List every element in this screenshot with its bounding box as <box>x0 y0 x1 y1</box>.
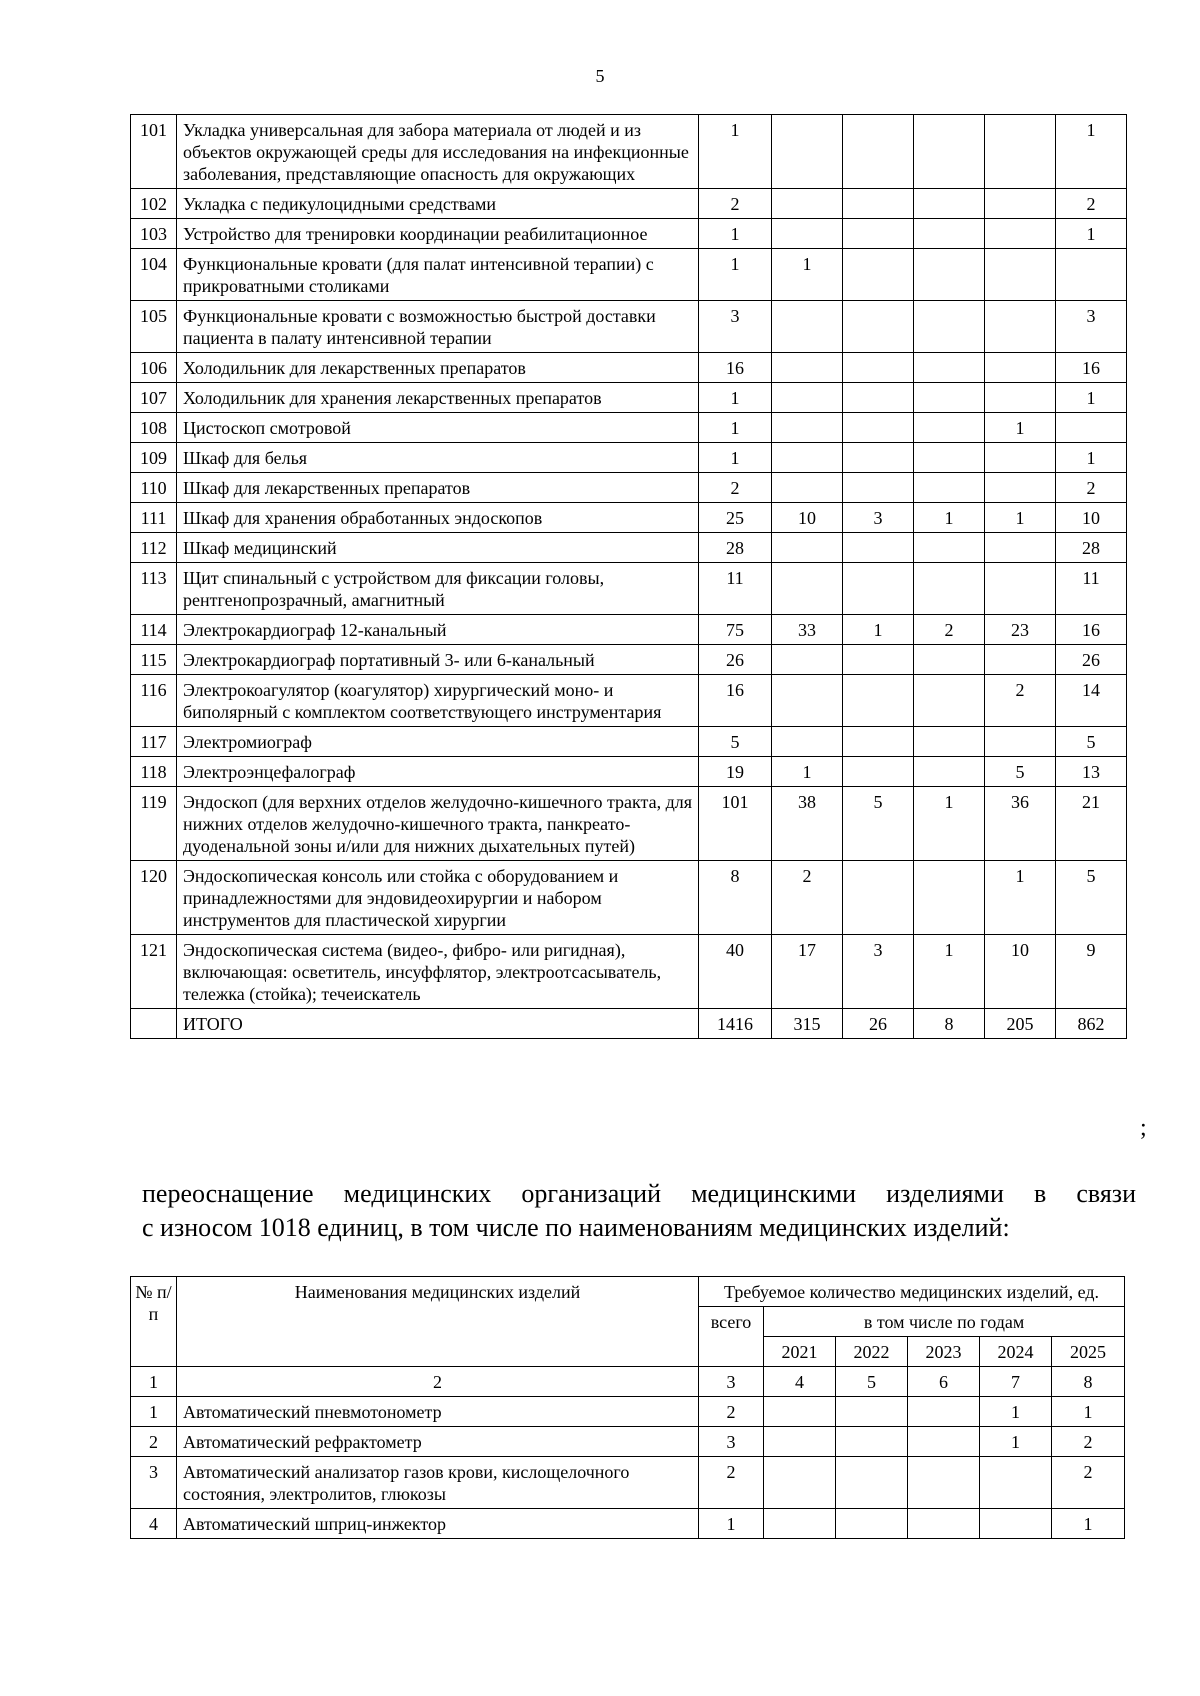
value-2025: 9 <box>1056 935 1127 1009</box>
value-2025: 16 <box>1056 353 1127 383</box>
value-2021 <box>772 533 843 563</box>
value-2024 <box>985 301 1056 353</box>
total-value: 1 <box>699 249 772 301</box>
value-2022 <box>836 1397 908 1427</box>
value-2025: 2 <box>1056 473 1127 503</box>
value-2024 <box>985 727 1056 757</box>
value-2025: 13 <box>1056 757 1127 787</box>
item-name: ИТОГО <box>177 1009 699 1039</box>
item-name: Холодильник для хранения лекарственных препаратов <box>177 383 699 413</box>
value-2023 <box>914 757 985 787</box>
value-2022 <box>843 413 914 443</box>
value-2021: 10 <box>772 503 843 533</box>
value-2022 <box>843 219 914 249</box>
value-2023 <box>914 675 985 727</box>
item-name: Электрокоагулятор (коагулятор) хирургический моно- и биполярный с комплектом соответствующего инструментария <box>177 675 699 727</box>
value-2023 <box>908 1427 980 1457</box>
total-value: 1 <box>699 115 772 189</box>
item-name: Автоматический рефрактометр <box>177 1427 699 1457</box>
item-name: Шкаф медицинский <box>177 533 699 563</box>
table-row <box>131 219 1127 249</box>
value-2023 <box>914 189 985 219</box>
table-row <box>131 115 1127 189</box>
row-number: 1 <box>131 1397 177 1427</box>
value-2023: 2 <box>914 615 985 645</box>
value-2024 <box>985 473 1056 503</box>
row-number: 102 <box>131 189 177 219</box>
column-number-row <box>131 1367 1125 1397</box>
value-2023 <box>914 413 985 443</box>
value-2021 <box>772 473 843 503</box>
table-row <box>131 473 1127 503</box>
equipment-table-continued <box>130 114 1127 1039</box>
table-row <box>131 383 1127 413</box>
value-2025: 3 <box>1056 301 1127 353</box>
value-2024: 1 <box>985 861 1056 935</box>
total-value: 5 <box>699 727 772 757</box>
column-number: 7 <box>980 1367 1052 1397</box>
total-value: 1 <box>699 219 772 249</box>
item-name: Эндоскопическая консоль или стойка с оборудованием и принадлежностями для эндовидеохирургии и набором инструментов для пластической хирургии <box>177 861 699 935</box>
row-number: 115 <box>131 645 177 675</box>
value-2024 <box>985 189 1056 219</box>
row-number: 112 <box>131 533 177 563</box>
item-name: Эндоскоп (для верхних отделов желудочно-кишечного тракта, для нижних отделов желудочно-кишечного тракта, панкреато-дуоденальной зоны и/или для нижних дыхательных путей) <box>177 787 699 861</box>
row-number: 113 <box>131 563 177 615</box>
total-value: 101 <box>699 787 772 861</box>
value-2025: 28 <box>1056 533 1127 563</box>
value-2023 <box>908 1457 980 1509</box>
row-number: 110 <box>131 473 177 503</box>
value-2025: 5 <box>1056 861 1127 935</box>
value-2021: 1 <box>772 249 843 301</box>
value-2024 <box>985 383 1056 413</box>
value-2024: 205 <box>985 1009 1056 1039</box>
value-2022 <box>843 301 914 353</box>
value-2022: 3 <box>843 935 914 1009</box>
table-row <box>131 935 1127 1009</box>
value-2022 <box>843 727 914 757</box>
row-number: 109 <box>131 443 177 473</box>
value-2022 <box>843 473 914 503</box>
value-2024 <box>985 115 1056 189</box>
value-2021: 38 <box>772 787 843 861</box>
total-value: 2 <box>699 473 772 503</box>
value-2022 <box>843 675 914 727</box>
row-number: 106 <box>131 353 177 383</box>
value-2023 <box>914 383 985 413</box>
row-number: 119 <box>131 787 177 861</box>
value-2025: 21 <box>1056 787 1127 861</box>
value-2022 <box>843 115 914 189</box>
value-2021 <box>772 353 843 383</box>
value-2021 <box>772 301 843 353</box>
value-2021 <box>772 219 843 249</box>
value-2024: 23 <box>985 615 1056 645</box>
table-row <box>131 757 1127 787</box>
value-2021 <box>772 115 843 189</box>
row-number: 107 <box>131 383 177 413</box>
item-name: Щит спинальный с устройством для фиксации головы, рентгенопрозрачный, амагнитный <box>177 563 699 615</box>
item-name: Электромиограф <box>177 727 699 757</box>
table-row <box>131 1427 1125 1457</box>
table-row <box>131 675 1127 727</box>
column-number: 5 <box>836 1367 908 1397</box>
column-number: 3 <box>699 1367 764 1397</box>
row-number: 2 <box>131 1427 177 1457</box>
row-number: 103 <box>131 219 177 249</box>
value-2023 <box>914 645 985 675</box>
value-2024 <box>985 533 1056 563</box>
total-value: 1 <box>699 1509 764 1539</box>
item-name: Автоматический пневмотонометр <box>177 1397 699 1427</box>
row-number <box>131 1009 177 1039</box>
item-name: Автоматический анализатор газов крови, кислощелочного состояния, электролитов, глюкозы <box>177 1457 699 1509</box>
value-2024: 1 <box>985 503 1056 533</box>
value-2025: 2 <box>1056 189 1127 219</box>
table-trailing-semicolon: ; <box>1140 1115 1147 1141</box>
value-2025: 1 <box>1052 1397 1125 1427</box>
value-2021 <box>764 1427 836 1457</box>
total-value: 1 <box>699 383 772 413</box>
total-value: 40 <box>699 935 772 1009</box>
value-2023 <box>914 727 985 757</box>
header-name: Наименования медицинских изделий <box>177 1277 699 1367</box>
header-year: 2025 <box>1052 1337 1125 1367</box>
item-name: Устройство для тренировки координации реабилитационное <box>177 219 699 249</box>
paragraph-line-1: переоснащение медицинских организаций медицинскими изделиями в связи <box>142 1179 1136 1208</box>
re-equipment-paragraph <box>142 1177 1136 1245</box>
row-number: 3 <box>131 1457 177 1509</box>
value-2023 <box>914 473 985 503</box>
table-row <box>131 353 1127 383</box>
table-header-row <box>131 1277 1125 1307</box>
header-year: 2022 <box>836 1337 908 1367</box>
column-number: 2 <box>177 1367 699 1397</box>
value-2024: 10 <box>985 935 1056 1009</box>
table-row <box>131 1397 1125 1427</box>
value-2024 <box>980 1509 1052 1539</box>
row-number: 114 <box>131 615 177 645</box>
item-name: Эндоскопическая система (видео-, фибро- или ригидная), включающая: осветитель, инсуффлятор, электроотсасыватель, тележка (стойка); течеискатель <box>177 935 699 1009</box>
table-row <box>131 861 1127 935</box>
value-2022 <box>843 757 914 787</box>
value-2022: 5 <box>843 787 914 861</box>
total-value: 25 <box>699 503 772 533</box>
value-2025: 2 <box>1052 1427 1125 1457</box>
value-2021 <box>772 189 843 219</box>
total-value: 75 <box>699 615 772 645</box>
value-2021: 315 <box>772 1009 843 1039</box>
value-2025: 5 <box>1056 727 1127 757</box>
value-2022 <box>836 1457 908 1509</box>
re-equipment-table <box>130 1276 1125 1539</box>
table-row <box>131 443 1127 473</box>
total-value: 1 <box>699 443 772 473</box>
value-2024 <box>985 219 1056 249</box>
value-2023 <box>914 219 985 249</box>
value-2021 <box>772 727 843 757</box>
item-name: Функциональные кровати (для палат интенсивной терапии) с прикроватными столиками <box>177 249 699 301</box>
value-2024 <box>985 249 1056 301</box>
value-2025: 10 <box>1056 503 1127 533</box>
total-value: 2 <box>699 189 772 219</box>
table-row <box>131 189 1127 219</box>
total-value: 2 <box>699 1457 764 1509</box>
row-number: 116 <box>131 675 177 727</box>
value-2025: 16 <box>1056 615 1127 645</box>
value-2025: 26 <box>1056 645 1127 675</box>
header-by-years: в том числе по годам <box>764 1307 1125 1337</box>
value-2023 <box>914 249 985 301</box>
table-row <box>131 533 1127 563</box>
header-num: № п/п <box>131 1277 177 1367</box>
value-2021: 17 <box>772 935 843 1009</box>
value-2024 <box>985 353 1056 383</box>
value-2022: 3 <box>843 503 914 533</box>
value-2021 <box>772 443 843 473</box>
total-value: 16 <box>699 675 772 727</box>
value-2025: 14 <box>1056 675 1127 727</box>
total-value: 3 <box>699 301 772 353</box>
page-number: 5 <box>595 66 605 86</box>
value-2025: 1 <box>1056 219 1127 249</box>
value-2025 <box>1056 249 1127 301</box>
row-number: 105 <box>131 301 177 353</box>
table-row <box>131 1509 1125 1539</box>
item-name: Холодильник для лекарственных препаратов <box>177 353 699 383</box>
value-2022 <box>843 533 914 563</box>
item-name: Укладка с педикулоцидными средствами <box>177 189 699 219</box>
value-2021: 33 <box>772 615 843 645</box>
value-2022 <box>843 353 914 383</box>
value-2021 <box>764 1397 836 1427</box>
value-2023 <box>914 301 985 353</box>
table-row <box>131 1457 1125 1509</box>
total-value: 11 <box>699 563 772 615</box>
value-2021 <box>764 1457 836 1509</box>
value-2025: 1 <box>1052 1509 1125 1539</box>
table-row <box>131 645 1127 675</box>
value-2022 <box>843 383 914 413</box>
value-2025: 2 <box>1052 1457 1125 1509</box>
column-number: 4 <box>764 1367 836 1397</box>
value-2022 <box>843 861 914 935</box>
table-row <box>131 615 1127 645</box>
value-2023: 1 <box>914 503 985 533</box>
value-2022 <box>836 1427 908 1457</box>
value-2023: 1 <box>914 935 985 1009</box>
table-row <box>131 563 1127 615</box>
item-name: Электрокардиограф портативный 3- или 6-канальный <box>177 645 699 675</box>
row-number: 118 <box>131 757 177 787</box>
total-value: 28 <box>699 533 772 563</box>
total-value: 19 <box>699 757 772 787</box>
header-year: 2023 <box>908 1337 980 1367</box>
header-total: всего <box>699 1307 764 1367</box>
table-row <box>131 727 1127 757</box>
item-name: Укладка универсальная для забора материала от людей и из объектов окружающей среды для исследования на инфекционные заболевания, представляющие опасность для окружающих <box>177 115 699 189</box>
column-number: 1 <box>131 1367 177 1397</box>
value-2023: 1 <box>914 787 985 861</box>
item-name: Функциональные кровати с возможностью быстрой доставки пациента в палату интенсивной терапии <box>177 301 699 353</box>
value-2022 <box>843 645 914 675</box>
table-row <box>131 1009 1127 1039</box>
header-year: 2021 <box>764 1337 836 1367</box>
value-2024: 1 <box>980 1427 1052 1457</box>
value-2021 <box>772 675 843 727</box>
item-name: Шкаф для хранения обработанных эндоскопов <box>177 503 699 533</box>
value-2021: 1 <box>772 757 843 787</box>
value-2024: 5 <box>985 757 1056 787</box>
item-name: Шкаф для белья <box>177 443 699 473</box>
table-row <box>131 249 1127 301</box>
value-2023 <box>914 861 985 935</box>
item-name: Шкаф для лекарственных препаратов <box>177 473 699 503</box>
table-row <box>131 787 1127 861</box>
value-2023 <box>914 443 985 473</box>
total-value: 3 <box>699 1427 764 1457</box>
row-number: 120 <box>131 861 177 935</box>
value-2023 <box>914 353 985 383</box>
item-name: Электроэнцефалограф <box>177 757 699 787</box>
column-number: 6 <box>908 1367 980 1397</box>
value-2022 <box>836 1509 908 1539</box>
value-2024: 1 <box>985 413 1056 443</box>
value-2025: 1 <box>1056 443 1127 473</box>
value-2023 <box>914 563 985 615</box>
item-name: Автоматический шприц-инжектор <box>177 1509 699 1539</box>
row-number: 121 <box>131 935 177 1009</box>
value-2024 <box>980 1457 1052 1509</box>
row-number: 111 <box>131 503 177 533</box>
value-2023 <box>908 1397 980 1427</box>
total-value: 26 <box>699 645 772 675</box>
total-value: 8 <box>699 861 772 935</box>
table-row <box>131 413 1127 443</box>
value-2022 <box>843 189 914 219</box>
paragraph-line-2: с износом 1018 единиц, в том числе по наименованиям медицинских изделий: <box>142 1213 1010 1242</box>
value-2022 <box>843 563 914 615</box>
table-row <box>131 503 1127 533</box>
value-2024: 2 <box>985 675 1056 727</box>
value-2021 <box>764 1509 836 1539</box>
value-2022 <box>843 443 914 473</box>
value-2023 <box>908 1509 980 1539</box>
value-2022: 1 <box>843 615 914 645</box>
value-2023 <box>914 115 985 189</box>
row-number: 104 <box>131 249 177 301</box>
total-value: 2 <box>699 1397 764 1427</box>
value-2024: 36 <box>985 787 1056 861</box>
value-2022 <box>843 249 914 301</box>
row-number: 101 <box>131 115 177 189</box>
value-2025: 1 <box>1056 383 1127 413</box>
item-name: Цистоскоп смотровой <box>177 413 699 443</box>
value-2023 <box>914 533 985 563</box>
header-year: 2024 <box>980 1337 1052 1367</box>
table-row <box>131 301 1127 353</box>
value-2022: 26 <box>843 1009 914 1039</box>
header-required: Требуемое количество медицинских изделий, ед. <box>699 1277 1125 1307</box>
value-2025: 1 <box>1056 115 1127 189</box>
value-2025: 862 <box>1056 1009 1127 1039</box>
value-2023: 8 <box>914 1009 985 1039</box>
row-number: 4 <box>131 1509 177 1539</box>
total-value: 1416 <box>699 1009 772 1039</box>
row-number: 117 <box>131 727 177 757</box>
value-2024 <box>985 563 1056 615</box>
item-name: Электрокардиограф 12-канальный <box>177 615 699 645</box>
row-number: 108 <box>131 413 177 443</box>
value-2024 <box>985 443 1056 473</box>
value-2024: 1 <box>980 1397 1052 1427</box>
total-value: 1 <box>699 413 772 443</box>
value-2021 <box>772 645 843 675</box>
value-2025: 11 <box>1056 563 1127 615</box>
value-2021: 2 <box>772 861 843 935</box>
column-number: 8 <box>1052 1367 1125 1397</box>
value-2021 <box>772 383 843 413</box>
total-value: 16 <box>699 353 772 383</box>
value-2021 <box>772 413 843 443</box>
value-2024 <box>985 645 1056 675</box>
value-2025 <box>1056 413 1127 443</box>
value-2021 <box>772 563 843 615</box>
